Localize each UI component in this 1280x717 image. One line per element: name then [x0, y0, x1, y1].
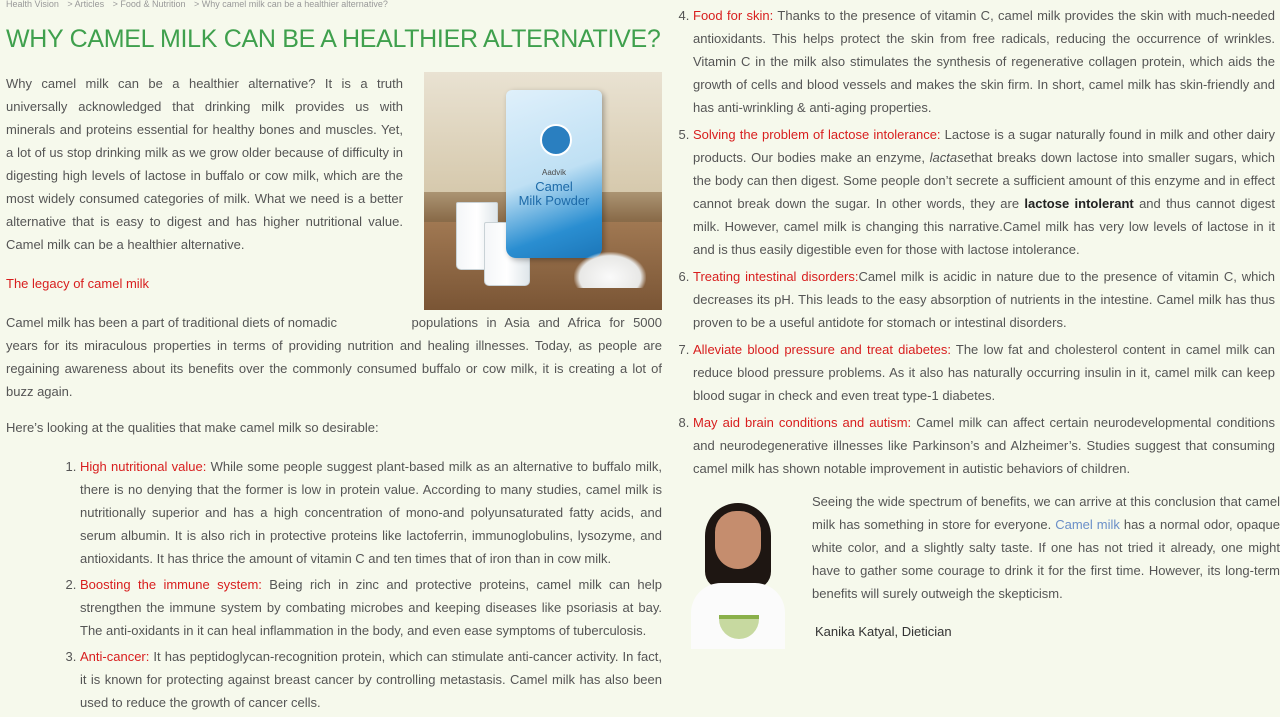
camel-milk-link[interactable]: Camel milk	[1055, 517, 1120, 532]
closing-text: has a normal odor, opaque white color, and a slightly salty taste. If one has not tried it already, one might have to gather some courage to drink it for the first time. However, its long-term benefits will surely outweigh the skepticism.	[812, 517, 1280, 601]
item-title: May aid brain conditions and autism:	[693, 415, 912, 430]
brand-logo-icon	[540, 124, 572, 156]
author-credit: Kanika Katyal, Dietician	[815, 624, 952, 639]
camel-milk-powder-image	[424, 72, 662, 310]
item-bold-term: lactose intolerant	[1024, 196, 1134, 211]
item-text: Being rich in zinc and protective proteins, camel milk can help strengthen the immune system by combating microbes and keeping diseases like psoriasis at bay. The anti-oxidants in it can heal inflammation in the body, and even ease symptoms of tuberculosis.	[80, 577, 662, 638]
pouch-label-line2: Milk Powder	[518, 193, 590, 208]
pouch-brand: Aadvik	[541, 168, 566, 177]
qualities-list-part2	[693, 4, 1275, 484]
face-shape	[715, 511, 761, 569]
item-title: Anti-cancer:	[80, 649, 150, 664]
item-title: Solving the problem of lactose intolerance:	[693, 127, 941, 142]
breadcrumb-home[interactable]: Health Vision	[6, 0, 59, 9]
pouch-label	[506, 166, 602, 208]
lead-paragraph: Why camel milk can be a healthier alternative? It is a truth universally acknowledged that drinking milk provides us with minerals and proteins essential for healthy bones and muscles. Yet, a lot of us stop drinking milk as we grow older because of difficulty in digesting high levels of lactose in buffalo or cow milk, which are the most widely consumed categories of milk. What we need is a better alternative that is easy to digest and has higher nutritional value. Camel milk can be a healthier alternative.	[6, 76, 403, 252]
left-column	[6, 0, 662, 710]
list-item	[80, 455, 662, 570]
breadcrumb-articles[interactable]: > Articles	[67, 0, 105, 9]
item-title: Boosting the immune system:	[80, 577, 262, 592]
legacy-paragraph-rest: populations in Asia and Africa for 5000 years for its miraculous properties in terms of providing nutrition and healing illnesses. Today, as people are regaining awareness about its benefits over the commonly consumed buffalo or cow milk, it is creating a lot of buzz again.	[6, 315, 662, 399]
item-title: High nutritional value:	[80, 459, 207, 474]
list-item	[693, 4, 1275, 119]
item-text: Lactose is a sugar naturally found in milk and other dairy products. Our bodies make an enzyme,	[693, 127, 1275, 165]
section-subheading: The legacy of camel milk	[6, 276, 150, 291]
list-item	[693, 265, 1275, 334]
item-text: Thanks to the presence of vitamin C, camel milk provides the skin with much-needed antioxidants. This helps protect the skin from free radicals, reducing the occurrence of wrinkles. Vitamin C in the milk also stimulates the synthesis of regenerative collagen protein, which aids the growth of cells and blood vessels and makes the skin firm. In short, camel milk has skin-friendly and has anti-wrinkling & anti-aging properties.	[693, 8, 1275, 115]
breadcrumb-current: > Why camel milk can be a healthier alternative?	[193, 0, 388, 9]
item-text: that breaks down lactose into smaller sugars, which the body can then digest. Some people don’t secrete a sufficient amount of this enzyme and in effect cannot break down the sugar. In other words, they are	[693, 150, 1275, 211]
item-text: Camel milk can affect certain neurodevelopmental conditions and neurodegenerative illnesses like Parkinson’s and Alzheimer’s. Studies suggest that consuming camel milk has shown notable improvement in autistic behaviors of children.	[693, 415, 1275, 476]
closing-text: Seeing the wide spectrum of benefits, we can arrive at this conclusion that camel milk has something in store for everyone.	[812, 494, 1280, 532]
list-item	[693, 338, 1275, 407]
list-item	[80, 573, 662, 642]
closing-paragraph	[812, 490, 1280, 605]
list-intro: Here’s looking at the qualities that make camel milk so desirable:	[6, 420, 379, 435]
item-title: Treating intestinal disorders:	[693, 269, 859, 284]
list-item	[693, 411, 1275, 480]
list-item	[80, 645, 662, 714]
item-italic-term: lactase	[929, 150, 971, 165]
pouch-label-line1: Camel	[535, 179, 573, 194]
item-title: Food for skin:	[693, 8, 774, 23]
list-item	[693, 123, 1275, 261]
item-text: and thus cannot digest milk. However, camel milk is changing this narrative.Camel milk has very low levels of lactose in it and is thus easily digestible even for those with lactose intolerance.	[693, 196, 1275, 257]
legacy-paragraph-start: Camel milk has been a part of traditional diets of nomadic	[6, 315, 337, 330]
qualities-list-part1	[6, 455, 662, 717]
item-text: Camel milk is acidic in nature due to the presence of vitamin C, which decreases its pH. This leads to the easy absorption of nutrients in the intestine. Camel milk has thus proven to be a useful antidote for stomach or intestinal disorders.	[693, 269, 1275, 330]
item-text: While some people suggest plant-based milk as an alternative to buffalo milk, there is no denying that the former is low in protein value. According to many studies, camel milk is nutritionally superior and has a high concentration of mono-and polyunsaturated fatty acids, and serum albumin. It is also rich in protective proteins like lactoferrin, immunoglobulins, lysozyme, and antioxidants. It has thrice the amount of vitamin C and ten times that of iron than in cow milk.	[80, 459, 662, 566]
author-photo	[679, 497, 797, 649]
item-title: Alleviate blood pressure and treat diabetes:	[693, 342, 951, 357]
item-text: The low fat and cholesterol content in camel milk can reduce blood pressure problems. As it also has naturally occurring insulin in it, camel milk can keep blood sugar in check and even treat type-1 diabetes.	[693, 342, 1276, 403]
item-text: It has peptidoglycan-recognition protein, which can stimulate anti-cancer activity. In fact, it is known for protecting against breast cancer by controlling metastasis. Camel milk has also been used to reduce the growth of cancer cells.	[80, 649, 662, 710]
milk-powder-pouch	[506, 90, 602, 258]
page-title: WHY CAMEL MILK CAN BE A HEALTHIER ALTERNATIVE?	[6, 25, 661, 53]
legacy-paragraph	[6, 311, 662, 403]
breadcrumb-category[interactable]: > Food & Nutrition	[112, 0, 186, 9]
breadcrumb	[6, 0, 662, 10]
powder-pile	[574, 252, 646, 288]
